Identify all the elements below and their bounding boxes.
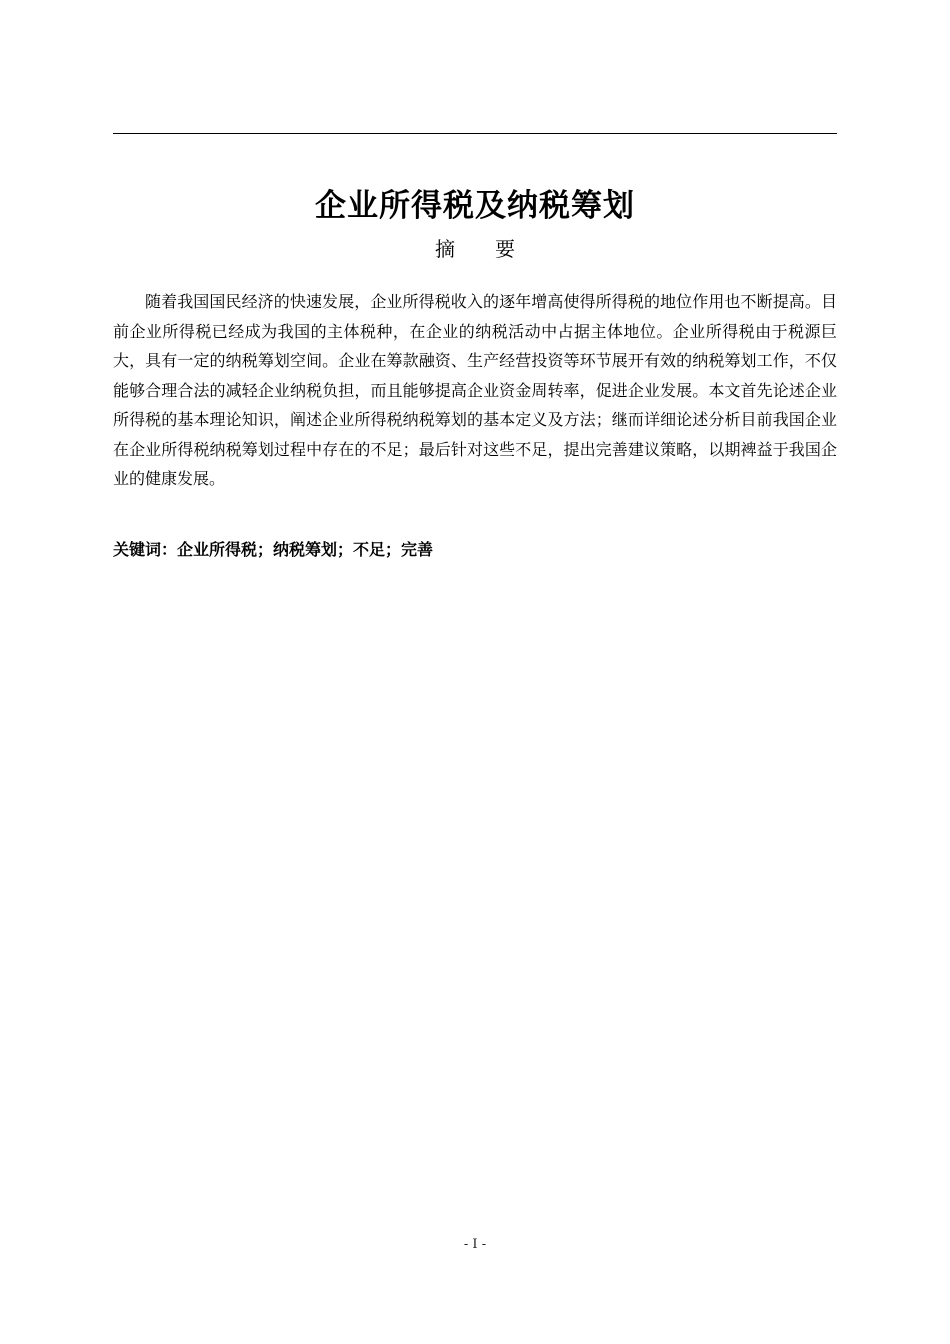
keywords-line: 关键词：企业所得税；纳税筹划；不足；完善	[113, 540, 434, 559]
abstract-paragraph: 随着我国国民经济的快速发展，企业所得税收入的逐年增高使得所得税的地位作用也不断提高。目前企业所得税已经成为我国的主体税种，在企业的纳税活动中占据主体地位。企业所得税由于税源巨大，具有一定的纳税筹划空间。企业在筹款融资、生产经营投资等环节展开有效的纳税筹划工作，不仅能够合理合法的减轻企业纳税负担，而且能够提高企业资金周转率，促进企业发展。本文首先论述企业所得税的基本理论知识，阐述企业所得税纳税筹划的基本定义及方法；继而详细论述分析目前我国企业在企业所得税纳税筹划过程中存在的不足；最后针对这些不足，提出完善建议策略，以期裨益于我国企业的健康发展。	[113, 292, 837, 488]
abstract-heading: 摘 要	[435, 237, 515, 261]
document-title: 企业所得税及纳税筹划	[315, 188, 635, 224]
page-number: - I -	[463, 1237, 487, 1252]
header-rule	[113, 133, 837, 134]
